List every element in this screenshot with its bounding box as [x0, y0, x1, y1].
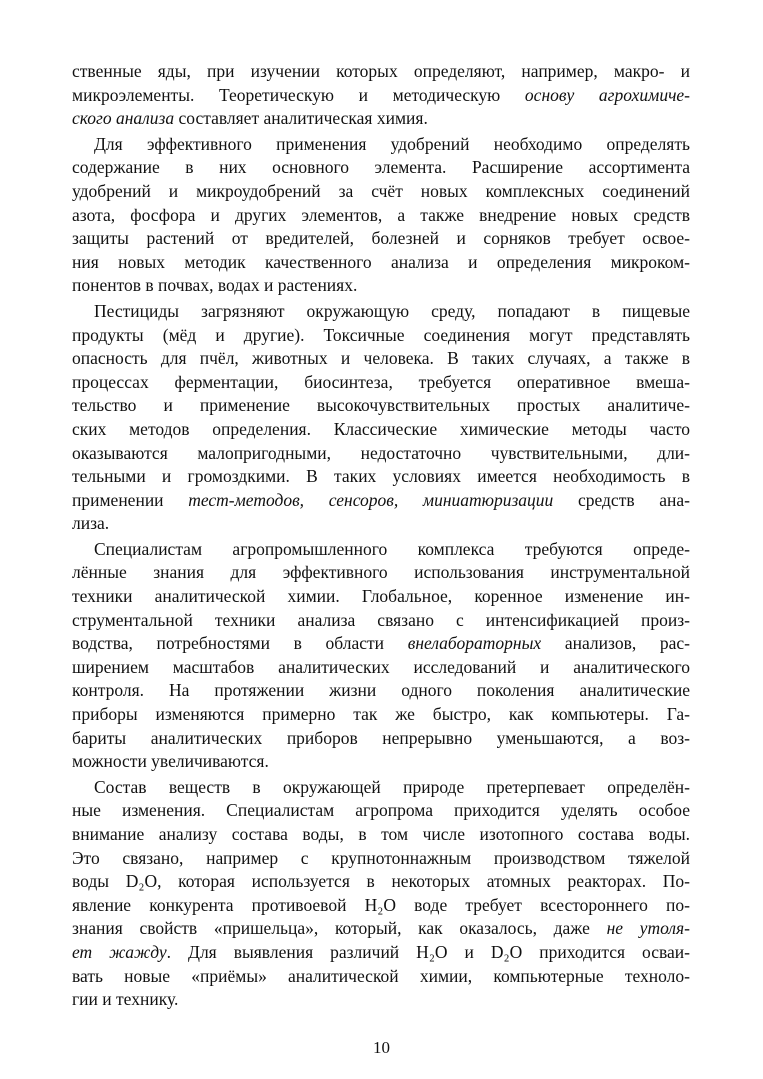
- text: водства, потребностями в области: [72, 633, 408, 654]
- text-line: [72, 609, 690, 633]
- text-line: [72, 847, 690, 871]
- text: тельными и громоздкими. В таких условиях имеется необходимость в: [72, 466, 690, 487]
- text-line: [72, 656, 690, 680]
- text-line: [72, 776, 690, 800]
- italic-text: ского анализа: [72, 108, 175, 129]
- italic-text: тест-методов, сенсоров, миниатюризации: [188, 489, 554, 510]
- text-line: [72, 442, 690, 466]
- text: гии и технику.: [72, 989, 179, 1010]
- text-line: [72, 727, 690, 751]
- text: внимание анализу состава воды, в том числе изотопного состава воды.: [72, 824, 690, 844]
- text: . Для выявления различий H₂O и D₂O приходится осваи-: [166, 941, 690, 962]
- text-line: [72, 750, 690, 774]
- text: азота, фосфора и других элементов, а также внедрение новых средств: [72, 204, 690, 225]
- text-line: [72, 894, 690, 918]
- text-line: [72, 300, 690, 324]
- text-line: [72, 347, 690, 371]
- text: микроэлементы. Теоретическую и методическую: [72, 84, 525, 105]
- text-line: [72, 324, 690, 348]
- paragraph: [72, 776, 690, 1012]
- text: Это связано, например с крупнотоннажным производством тяжелой: [72, 847, 690, 868]
- text: ских методов определения. Классические химические методы часто: [72, 418, 690, 439]
- text: струментальной техники анализа связано с интенсификацией произ-: [72, 609, 690, 630]
- text: лённые знания для эффективного использования инструментальной: [72, 562, 690, 583]
- italic-text: не утоля-: [606, 918, 690, 939]
- text-line: [72, 394, 690, 418]
- text-line: [72, 585, 690, 609]
- text-line: [72, 941, 690, 965]
- text: применении: [72, 489, 189, 510]
- text-line: [72, 512, 690, 536]
- text-line: [72, 679, 690, 703]
- paragraph: [72, 133, 690, 298]
- text-line: [72, 251, 690, 275]
- text: Пестициды загрязняют окружающую среду, попадают в пищевые: [94, 300, 690, 321]
- text-line: [72, 917, 690, 941]
- italic-text: ет жажду: [72, 941, 167, 962]
- text: бариты аналитических приборов непрерывно уменьшаются, а воз-: [72, 727, 690, 748]
- text-line: [72, 274, 690, 298]
- text: вать новые «приёмы» аналитической химии, компьютерные техноло-: [72, 965, 690, 986]
- text: Специалистам агропромышленного комплекса требуются опреде-: [94, 538, 690, 559]
- text-line: [72, 799, 690, 823]
- page-body: [72, 60, 690, 1012]
- text: опасность для пчёл, животных и человека. В таких случаях, а также в: [72, 348, 690, 369]
- text: процессах ферментации, биосинтеза, требуется оперативное вмеша-: [72, 371, 690, 392]
- text-line: [72, 489, 690, 513]
- text: контроля. На протяжении жизни одного поколения аналитические: [72, 680, 690, 701]
- text: явление конкурента противоевой H₂O воде требует всестороннего по-: [72, 894, 690, 915]
- text: понентов в почвах, водах и растениях.: [72, 275, 358, 296]
- text: знания свойств «пришельца», который, как оказалось, даже: [72, 918, 607, 939]
- text-line: [72, 465, 690, 489]
- text-line: [72, 156, 690, 180]
- italic-text: основу агрохимиче-: [524, 84, 691, 105]
- text-line: [72, 133, 690, 157]
- text: ширением масштабов аналитических исследований и аналитического: [72, 656, 690, 677]
- text: средств ана-: [553, 489, 690, 510]
- text-line: [72, 107, 690, 131]
- text-line: [72, 371, 690, 395]
- text: техники аналитической химии. Глобальное, коренное изменение ин-: [72, 586, 690, 607]
- text-line: [72, 227, 690, 251]
- text: продукты (мёд и другие). Токсичные соединения могут представлять: [72, 324, 690, 345]
- text: содержание в них основного элемента. Расширение ассортимента: [72, 157, 690, 178]
- text: приборы изменяются примерно так же быстро, как компьютеры. Га-: [72, 704, 690, 725]
- page-number: 10: [373, 1038, 390, 1057]
- text: ственные яды, при изучении которых определяют, например, макро- и: [72, 61, 690, 81]
- text: Для эффективного применения удобрений необходимо определять: [94, 133, 690, 154]
- text-line: [72, 60, 690, 84]
- italic-text: внелабораторных: [407, 633, 542, 654]
- text-line: [72, 870, 690, 894]
- text: Состав веществ в окружающей природе претерпевает определён-: [94, 776, 690, 797]
- text-line: [72, 632, 690, 656]
- text-line: [72, 84, 690, 108]
- text: лиза.: [72, 513, 110, 534]
- text-line: [72, 180, 690, 204]
- text-line: [72, 204, 690, 228]
- text: можности увеличиваются.: [72, 751, 269, 772]
- paragraph: [72, 60, 690, 131]
- paragraph: [72, 300, 690, 536]
- text-line: [72, 988, 690, 1012]
- text: анализов, рас-: [541, 633, 690, 654]
- text: ния новых методик качественного анализа и определения микроком-: [72, 251, 690, 272]
- text: оказываются малопригодными, недостаточно чувствительными, дли-: [72, 442, 690, 463]
- paragraph: [72, 538, 690, 774]
- text-line: [72, 823, 690, 847]
- text-line: [72, 965, 690, 989]
- text: тельство и применение высокочувствительных простых аналитиче-: [72, 395, 690, 416]
- text-line: [72, 538, 690, 562]
- text: воды D₂O, которая используется в некоторых атомных реакторах. По-: [72, 871, 690, 892]
- text-line: [72, 703, 690, 727]
- text-line: [72, 418, 690, 442]
- text: удобрений и микроудобрений за счёт новых комплексных соединений: [72, 180, 690, 201]
- text: ные изменения. Специалистам агропрома приходится уделять особое: [72, 800, 690, 821]
- text: защиты растений от вредителей, болезней и сорняков требует освое-: [72, 228, 690, 249]
- text-line: [72, 561, 690, 585]
- text: составляет аналитическая химия.: [174, 108, 428, 129]
